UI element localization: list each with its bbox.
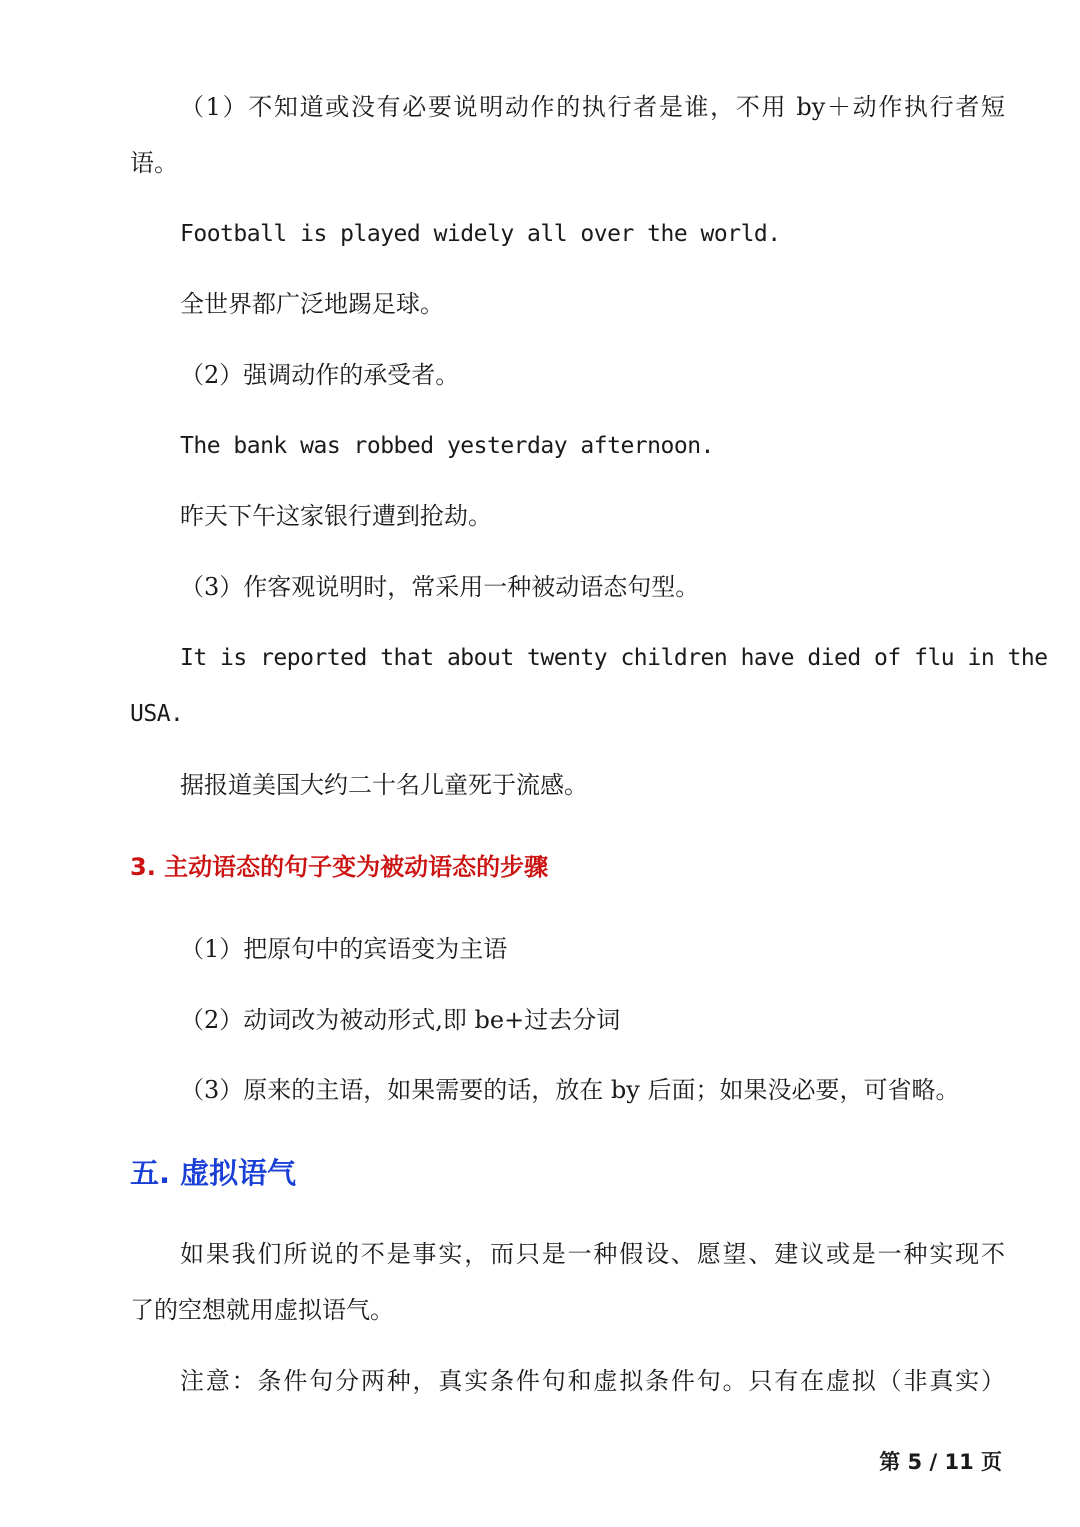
step-1: （1）把原句中的宾语变为主语 bbox=[180, 935, 508, 963]
example-2-chinese: 昨天下午这家银行遭到抢劫。 bbox=[180, 502, 492, 530]
paragraph-2: （2）强调动作的承受者。 bbox=[180, 361, 460, 389]
note-line: 注意：条件句分两种，真实条件句和虚拟条件句。只有在虚拟（非真实） bbox=[180, 1367, 1005, 1395]
paragraph-3: （3）作客观说明时，常采用一种被动语态句型。 bbox=[180, 573, 700, 601]
paragraph-5-line-2: 了的空想就用虚拟语气。 bbox=[130, 1296, 394, 1324]
example-2-english: The bank was robbed yesterday afternoon. bbox=[180, 433, 714, 459]
example-1-chinese: 全世界都广泛地踢足球。 bbox=[180, 290, 444, 318]
paragraph-1-line-1: （1）不知道或没有必要说明动作的执行者是谁，不用 by＋动作执行者短 bbox=[180, 93, 1005, 121]
paragraph-1-line-2: 语。 bbox=[130, 149, 178, 177]
step-2: （2）动词改为被动形式,即 be+过去分词 bbox=[180, 1006, 621, 1034]
step-3: （3）原来的主语，如果需要的话，放在 by 后面；如果没必要，可省略。 bbox=[180, 1076, 960, 1104]
paragraph-5-line-1: 如果我们所说的不是事实，而只是一种假设、愿望、建议或是一种实现不 bbox=[180, 1240, 1005, 1268]
section-5-heading: 五. 虚拟语气 bbox=[130, 1156, 297, 1190]
example-3-english-line-2: USA. bbox=[130, 701, 184, 727]
section-3-heading: 3. 主动语态的句子变为被动语态的步骤 bbox=[130, 853, 549, 881]
page-number: 第 5 / 11 页 bbox=[879, 1450, 1002, 1474]
example-3-chinese: 据报道美国大约二十名儿童死于流感。 bbox=[180, 771, 588, 799]
example-1-english: Football is played widely all over the world. bbox=[180, 221, 781, 247]
example-3-english-line-1: It is reported that about twenty children have died of flu in the bbox=[180, 645, 1048, 671]
